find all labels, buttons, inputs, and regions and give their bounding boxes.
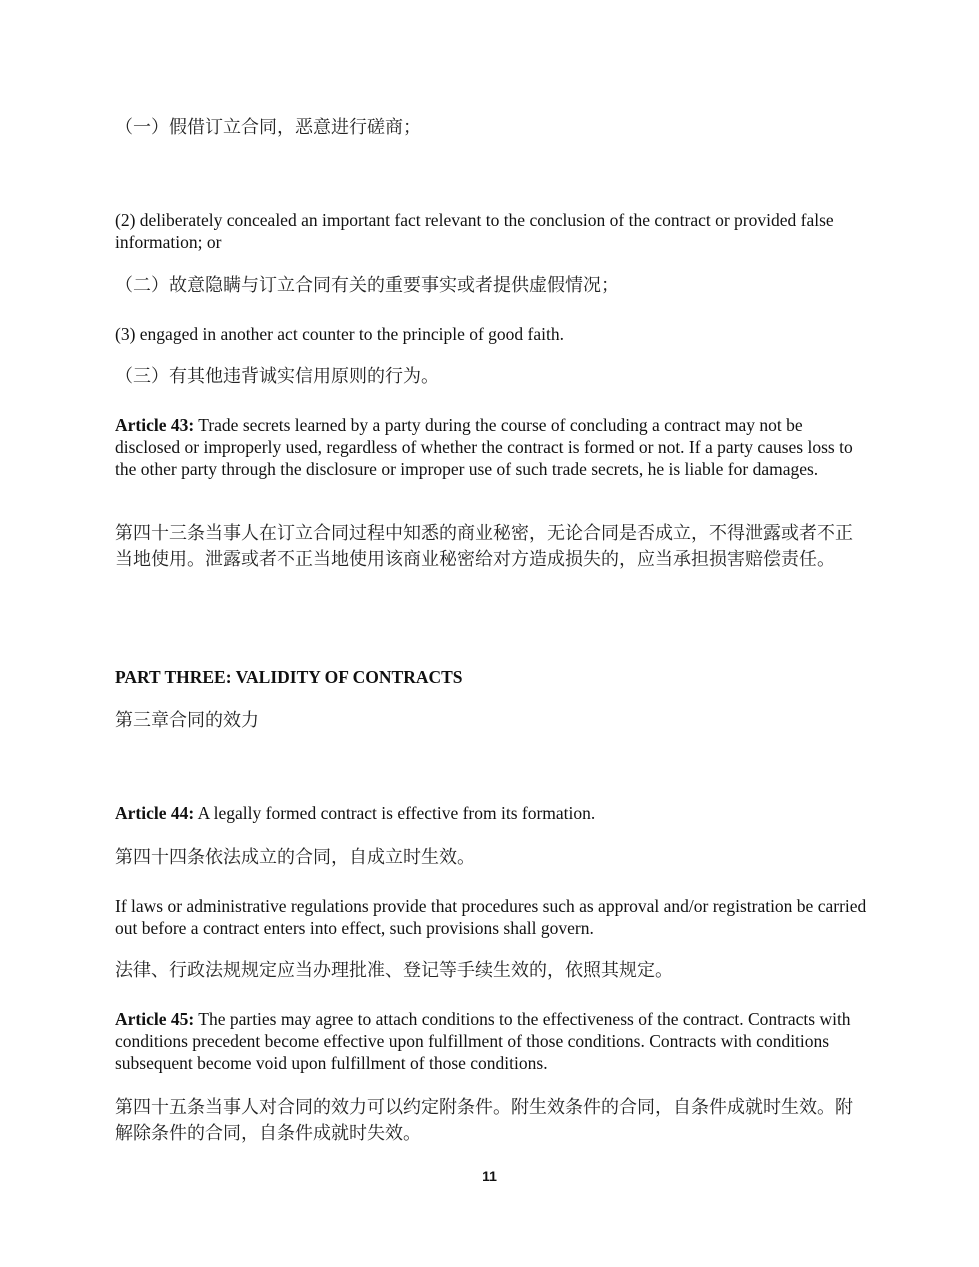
page-number: 11 [482, 1168, 497, 1184]
article-44-label: Article 44: [115, 803, 195, 823]
zh-item-3: （三）有其他违背诚实信用原则的行为。 [115, 366, 439, 387]
article-44 [115, 802, 867, 824]
part-three-title: PART THREE: VALIDITY OF CONTRACTS [115, 667, 463, 687]
article-44-para2-zh: 法律、行政法规规定应当办理批准、登记等手续生效的，依照其规定。 [115, 960, 673, 981]
article-45-label: Article 45: [115, 1009, 195, 1029]
en-item-2: (2) deliberately concealed an important fact relevant to the conclusion of the contract or provided false information; or [115, 210, 834, 252]
article-45 [115, 1008, 867, 1074]
article-44-zh: 第四十四条依法成立的合同，自成立时生效。 [115, 847, 475, 868]
part-three-zh: 第三章合同的效力 [115, 710, 259, 731]
article-43-zh: 第四十三条当事人在订立合同过程中知悉的商业秘密，无论合同是否成立，不得泄露或者不正当地使用。泄露或者不正当地使用该商业秘密给对方造成损失的，应当承担损害赔偿责任。 [115, 523, 853, 570]
article-44-text: A legally formed contract is effective from its formation. [194, 803, 596, 823]
en-item-3: (3) engaged in another act counter to the principle of good faith. [115, 324, 565, 344]
article-43 [115, 414, 867, 480]
zh-item-2: （二）故意隐瞒与订立合同有关的重要事实或者提供虚假情况； [115, 275, 619, 296]
article-45-text: The parties may agree to attach conditions to the effectiveness of the contract. Contracts with conditions precedent become effective upon fulfillment of those conditions. Contracts with conditions subsequent become void upon fulfillment of those conditions. [115, 1009, 851, 1073]
article-43-label: Article 43: [115, 415, 195, 435]
article-44-para2: If laws or administrative regulations provide that procedures such as approval and/or registration be carried out before a contract enters into effect, such provisions shall govern. [115, 896, 867, 938]
article-43-text: Trade secrets learned by a party during the course of concluding a contract may not be disclosed or improperly used, regardless of whether the contract is formed or not. If a party causes loss to the other party through the disclosure or improper use of such trade secrets, he is liable for damages. [115, 415, 853, 479]
article-45-zh: 第四十五条当事人对合同的效力可以约定附条件。附生效条件的合同，自条件成就时生效。附解除条件的合同，自条件成就时失效。 [115, 1097, 853, 1144]
zh-item-1: （一）假借订立合同，恶意进行磋商； [115, 117, 421, 138]
